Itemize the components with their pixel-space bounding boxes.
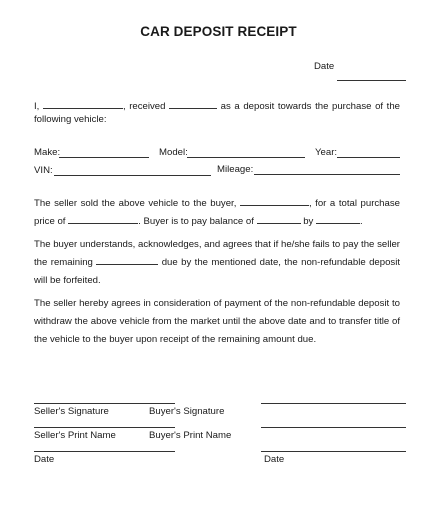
seller-print-label: Seller's Print Name [34,430,116,441]
balance-amount-blank[interactable] [257,214,301,224]
mileage-label: Mileage: [217,164,254,175]
recipient-name-blank[interactable] [43,99,123,109]
date-label: Date [314,61,335,72]
vin-label: VIN: [34,165,53,176]
seller-signature-label: Seller's Signature [34,406,109,417]
seller-signature-line[interactable] [34,403,175,404]
seller-print-line[interactable] [34,427,175,428]
seller-date-line[interactable] [34,451,175,452]
agreement-paragraph [34,236,400,290]
year-line[interactable] [337,157,400,158]
buyer-print-label: Buyer's Print Name [149,430,232,441]
buyer-signature-label: Buyer's Signature [149,406,225,417]
sale-text-4: by [300,216,316,227]
sale-paragraph [34,195,400,231]
buyer-name-blank[interactable] [240,196,309,206]
sale-text-1: The seller sold the above vehicle to the buyer, [34,198,240,209]
agreement-text-2: due by the mentioned date, the non-refundable deposit will be forfeited. [34,257,401,286]
buyer-date-line[interactable] [261,451,406,452]
deposit-amount-blank[interactable] [169,99,217,109]
agreement-text-1: The buyer understands, acknowledges, and agrees that if he/she fails to pay the seller the remaining [34,239,400,268]
make-line[interactable] [59,157,149,158]
vin-line[interactable] [54,175,211,176]
balance-date-blank[interactable] [316,214,360,224]
withdrawal-paragraph: The seller hereby agrees in consideration of payment of the non-refundable deposit to withdraw the above vehicle from the market until the above date and to transfer title of the vehicle to the buyer upon receipt of the remaining amount due. [34,298,400,345]
sale-text-3: . Buyer is to pay balance of [138,216,257,227]
remaining-amount-blank[interactable] [96,255,158,265]
sale-text-2: , for a total purchase price of [34,198,400,227]
model-label: Model: [159,147,188,158]
intro-text-2: , received [122,101,170,112]
intro-paragraph [34,99,400,126]
buyer-signature-line[interactable] [261,403,406,404]
purchase-price-blank[interactable] [68,214,138,224]
date-line[interactable] [337,80,406,81]
buyer-print-line[interactable] [261,427,406,428]
intro-text-3: as a deposit towards the purchase of the following vehicle: [34,101,401,125]
year-label: Year: [315,147,338,158]
document-title: CAR DEPOSIT RECEIPT [140,24,297,39]
seller-date-label: Date [34,454,55,465]
sale-text-5: . [360,216,363,227]
intro-text-1: I, [34,101,43,112]
buyer-date-label: Date [264,454,285,465]
mileage-line[interactable] [254,174,400,175]
model-line[interactable] [187,157,305,158]
make-label: Make: [34,147,61,158]
